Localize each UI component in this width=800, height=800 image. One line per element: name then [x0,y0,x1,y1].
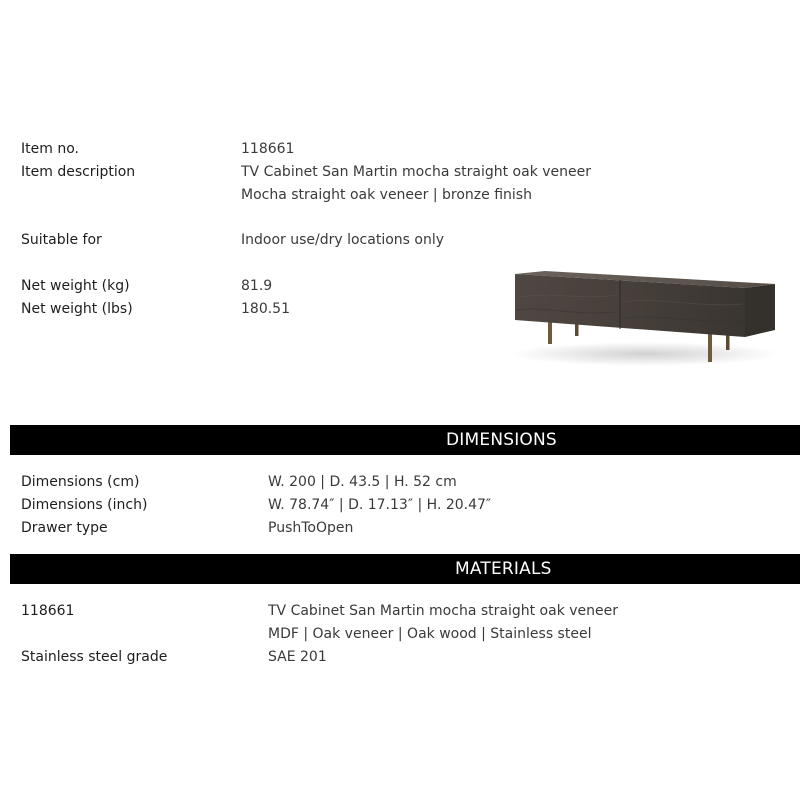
material-code-line2: MDF | Oak veneer | Oak wood | Stainless steel [268,626,592,642]
cabinet-leg-front-left [548,320,552,344]
tv-cabinet-image [505,262,785,372]
item-no-value: 118661 [241,141,295,157]
dimensions-heading: DIMENSIONS [446,430,557,450]
stainless-steel-grade-value: SAE 201 [268,649,327,665]
materials-heading: MATERIALS [455,559,552,579]
item-description-line1: TV Cabinet San Martin mocha straight oak veneer [241,164,592,180]
net-weight-lbs-label: Net weight (lbs) [21,301,133,317]
suitable-for-label: Suitable for [21,232,102,248]
drawer-type-value: PushToOpen [268,520,354,536]
cabinet-side [745,284,775,337]
stainless-steel-grade-label: Stainless steel grade [21,649,168,665]
net-weight-lbs-value: 180.51 [241,301,290,317]
suitable-for-value: Indoor use/dry locations only [241,232,445,248]
net-weight-kg-value: 81.9 [241,278,273,294]
material-code-label: 118661 [21,603,75,619]
material-code-line1: TV Cabinet San Martin mocha straight oak veneer [268,603,619,619]
item-description-label: Item description [21,164,136,180]
item-no-label: Item no. [21,141,79,157]
dimensions-inch-value: W. 78.74″ | D. 17.13″ | H. 20.47″ [268,497,492,513]
item-description-line2: Mocha straight oak veneer | bronze finish [241,187,532,203]
dimensions-cm-label: Dimensions (cm) [21,474,140,490]
dimensions-cm-value: W. 200 | D. 43.5 | H. 52 cm [268,474,457,490]
materials-section-bar [10,554,800,584]
floor-shadow [510,342,780,366]
drawer-type-label: Drawer type [21,520,108,536]
net-weight-kg-label: Net weight (kg) [21,278,130,294]
dimensions-inch-label: Dimensions (inch) [21,497,148,513]
dimensions-section-bar [10,425,800,455]
